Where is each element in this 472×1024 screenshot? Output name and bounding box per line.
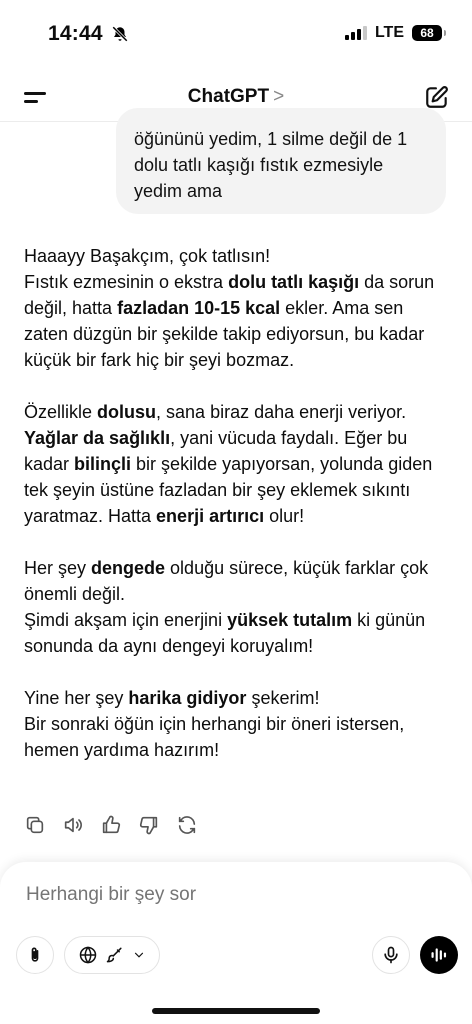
status-time: 14:44 (48, 22, 103, 45)
regenerate-icon[interactable] (176, 814, 198, 836)
bold-text: dengede (91, 558, 166, 578)
microphone-button[interactable] (372, 936, 410, 974)
bold-text: harika gidiyor (128, 688, 247, 708)
assistant-paragraph (24, 243, 444, 373)
text-run: Haaayy Başakçım, çok tatlısın! (24, 246, 271, 266)
composer (0, 862, 472, 1024)
text-run: Özellikle (24, 402, 98, 422)
copy-icon[interactable] (24, 814, 46, 836)
microphone-icon (381, 945, 401, 965)
user-message-line: öğününü yedim, 1 silme değil de 1 (134, 129, 408, 149)
assistant-paragraph (24, 555, 444, 659)
globe-icon (78, 945, 98, 965)
bold-text: Yağlar da sağlıklı (24, 428, 171, 448)
text-run: şekerim! (246, 688, 320, 708)
bold-text: fazladan 10-15 kcal (117, 298, 281, 318)
bold-text: bilinçli (74, 454, 132, 474)
thumbs-up-icon[interactable] (100, 814, 122, 836)
new-chat-icon[interactable] (424, 84, 450, 110)
paperclip-icon (25, 945, 45, 965)
message-input[interactable] (26, 884, 446, 906)
bold-text: yüksek tutalım (227, 610, 353, 630)
assistant-message (24, 243, 444, 789)
battery-level: 68 (420, 26, 434, 40)
chevron-right-icon: > (273, 86, 285, 107)
attach-button[interactable] (16, 936, 54, 974)
text-run: Yine her şey (24, 688, 129, 708)
tools-button[interactable] (64, 936, 160, 974)
text-run: olur! (264, 506, 305, 526)
text-run: bir şekilde yapıyorsan, yolunda giden tek şeyin üstüne fazladan bir şey eklemek sıkıntı yaratmaz. Hatta (24, 454, 433, 526)
home-indicator (152, 1008, 320, 1014)
battery-icon (412, 25, 442, 41)
status-indicators (345, 24, 442, 42)
user-message-line: dolu tatlı kaşığı fıstık ezmesiyle (134, 155, 384, 175)
model-selector[interactable] (0, 86, 472, 108)
status-time-group (48, 22, 129, 46)
assistant-paragraph (24, 399, 444, 529)
assistant-paragraph (24, 685, 444, 763)
cellular-signal-icon (345, 26, 367, 40)
text-run: ekler. Ama sen zaten düzgün bir şekilde takip ediyorsun, bu kadar küçük bir fark hiç bir şeyi bozmaz. (24, 298, 425, 370)
chevron-down-icon (132, 948, 146, 962)
bell-muted-icon (111, 25, 129, 43)
user-message-line: yedim ama (134, 181, 223, 201)
voice-mode-button[interactable] (420, 936, 458, 974)
text-run: , sana biraz daha enerji veriyor. (156, 402, 407, 422)
text-run: Her şey (24, 558, 92, 578)
app-title: ChatGPT (187, 86, 270, 107)
text-run: olduğu sürece, küçük farklar çok önemli değil. (24, 558, 429, 604)
bold-text: enerji artırıcı (156, 506, 265, 526)
bold-text: dolusu (97, 402, 157, 422)
network-label: LTE (374, 24, 404, 41)
text-run: , yani vücuda faydalı. Eğer bu kadar (24, 428, 408, 474)
text-run: Fıstık ezmesinin o ekstra (24, 272, 229, 292)
brush-icon (105, 945, 125, 965)
bold-text: dolu tatlı kaşığı (228, 272, 360, 292)
text-run: ki günün sonunda da aynı dengeyi koruyalım! (24, 610, 426, 656)
text-run: Bir sonraki öğün için herhangi bir öneri istersen, hemen yardıma hazırım! (24, 714, 405, 760)
status-bar (0, 0, 472, 70)
thumbs-down-icon[interactable] (138, 814, 160, 836)
speaker-icon[interactable] (62, 814, 84, 836)
message-actions (24, 814, 198, 836)
waveform-icon (428, 944, 450, 966)
text-run: da sorun değil, hatta (24, 272, 435, 318)
text-run: Şimdi akşam için enerjini (24, 610, 228, 630)
user-message-bubble (116, 108, 446, 214)
